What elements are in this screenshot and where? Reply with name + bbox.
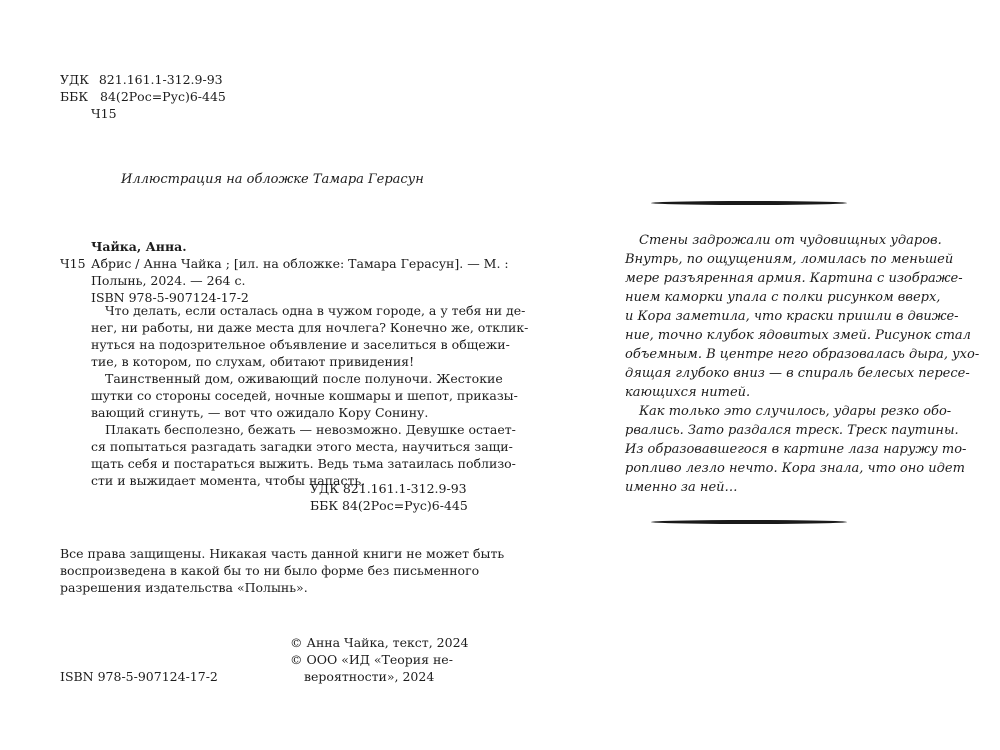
bbk-row xyxy=(60,88,226,105)
author-mark: Ч15 xyxy=(91,106,117,121)
rights-line: разрешения издательства «Полынь». xyxy=(60,580,308,595)
decorative-brush-stroke-bottom xyxy=(651,520,847,524)
excerpt xyxy=(625,231,980,497)
annotation-line: нуться на подозрительное объявление и заселиться в общежи- xyxy=(91,337,510,352)
excerpt-line: Внутрь, по ощущениям, ломилась по меньшей xyxy=(625,252,954,267)
decorative-brush-stroke-top xyxy=(651,201,847,205)
copyright-line: © ООО «ИД «Теория не- xyxy=(290,652,453,667)
copyright-line: © Анна Чайка, текст, 2024 xyxy=(290,635,469,650)
rights-line: воспроизведена в какой бы то ни было форме без письменного xyxy=(60,563,480,578)
excerpt-line: ние, точно клубок ядовитых змей. Рисунок стал xyxy=(625,328,971,343)
excerpt-line: дящая глубоко вниз — в спираль белесых пересе- xyxy=(625,366,970,381)
catalog-isbn: ISBN 978-5-907124-17-2 xyxy=(91,290,249,305)
catalog-description xyxy=(91,255,509,306)
rights-line: Все права защищены. Никакая часть данной книги не может быть xyxy=(60,546,505,561)
cover-credit: Иллюстрация на обложке Тамара Герасун xyxy=(121,172,424,187)
header-codes xyxy=(60,71,226,122)
annotation-line: нег, ни работы, ни даже места для ночлега? Конечно же, отклик- xyxy=(91,320,529,335)
catalog-udk: УДК 821.161.1-312.9-93 xyxy=(310,481,467,496)
excerpt-line: Как только это случилось, удары резко обо- xyxy=(639,404,952,419)
excerpt-line: и Кора заметила, что краски пришли в движе- xyxy=(625,309,959,324)
excerpt-line: Из образовавшегося в картине лаза наружу то- xyxy=(625,442,967,457)
annotation-line: ся попытаться разгадать загадки этого места, научиться защи- xyxy=(91,439,513,454)
rights-notice xyxy=(60,545,504,596)
excerpt-line: кающихся нитей. xyxy=(625,385,751,400)
bbk-value: 84(2Рос=Рус)6-445 xyxy=(100,89,226,104)
excerpt-line: именно за ней… xyxy=(625,480,738,495)
udk-label: УДК xyxy=(60,72,89,87)
annotation-line: сти и выжидает момента, чтобы напасть. xyxy=(91,473,366,488)
catalog-author-heading: Чайка, Анна. xyxy=(91,239,187,254)
excerpt-line: Стены задрожали от чудовищных ударов. xyxy=(639,233,942,248)
excerpt-line: нием каморки упала с полки рисунком вверх, xyxy=(625,290,941,305)
udk-row xyxy=(60,71,226,88)
annotation-line: щать себя и постараться выжить. Ведь тьма затаилась поблизо- xyxy=(91,456,516,471)
annotation-line: Что делать, если осталась одна в чужом городе, а у тебя ни де- xyxy=(105,303,526,318)
excerpt-line: ропливо лезло нечто. Кора знала, что оно идет xyxy=(625,461,965,476)
catalog-line-2: Полынь, 2024. — 264 с. xyxy=(91,273,246,288)
annotation-line: Плакать бесполезно, бежать — невозможно. Девушке остает- xyxy=(105,422,516,437)
bbk-label: ББК xyxy=(60,89,89,104)
bottom-isbn: ISBN 978-5-907124-17-2 xyxy=(60,669,218,684)
excerpt-line: объемным. В центре него образовалась дыра, ухо- xyxy=(625,347,980,362)
copyright-block xyxy=(290,634,469,685)
annotation-line: вающий сгинуть, — вот что ожидало Кору Сонину. xyxy=(91,405,429,420)
excerpt-line: мере разъяренная армия. Картина с изображе- xyxy=(625,271,963,286)
copyright-line: вероятности», 2024 xyxy=(304,669,435,684)
annotation-line: Таинственный дом, оживающий после полуночи. Жестокие xyxy=(105,371,503,386)
annotation-line: шутки со стороны соседей, ночные кошмары и шепот, приказы- xyxy=(91,388,518,403)
catalog-mark: Ч15 xyxy=(60,256,86,271)
udk-value: 821.161.1-312.9-93 xyxy=(98,72,223,87)
annotation-line: тие, в котором, по слухам, обитают привидения! xyxy=(91,354,415,369)
catalog-line-1: Абрис / Анна Чайка ; [ил. на обложке: Тамара Герасун]. — М. : xyxy=(91,256,509,271)
catalog-bbk: ББК 84(2Рос=Рус)6-445 xyxy=(310,498,468,513)
excerpt-line: рвались. Зато раздался треск. Треск паутины. xyxy=(625,423,959,438)
